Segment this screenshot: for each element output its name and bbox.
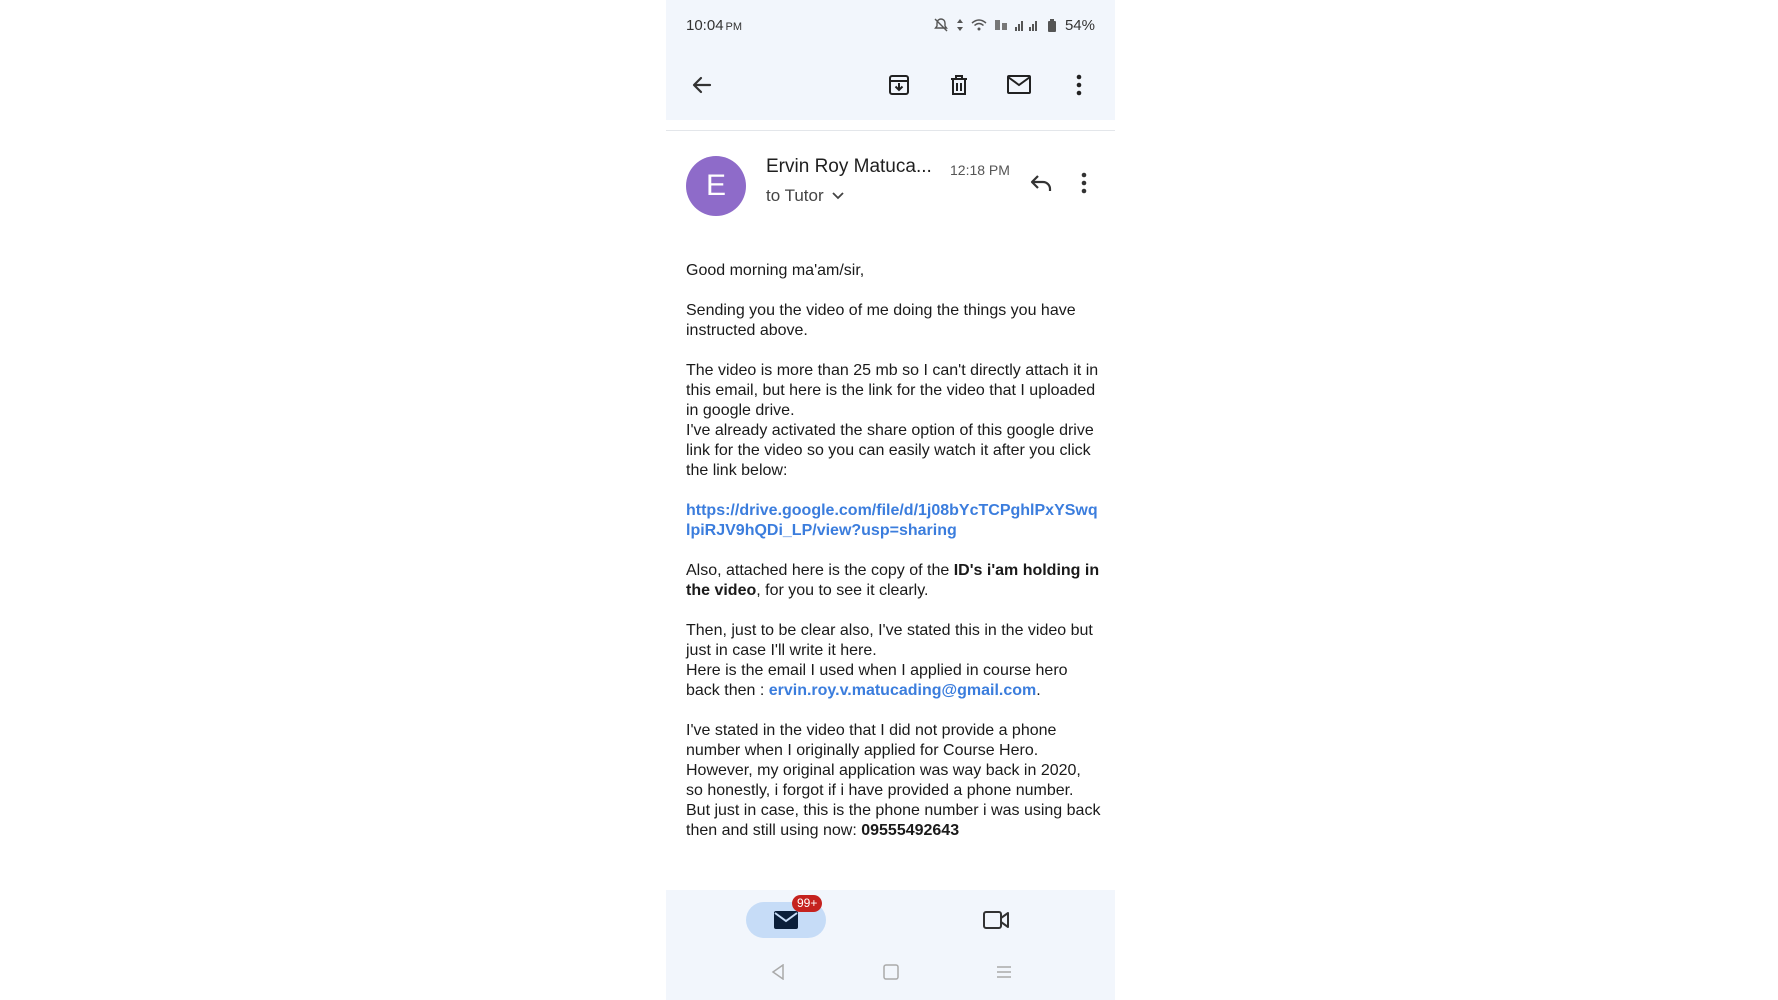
email-header [666, 150, 1115, 230]
nav-meet-tab[interactable] [976, 902, 1016, 938]
back-arrow-icon [690, 73, 714, 97]
link-paragraph [686, 501, 1101, 541]
toolbar-actions [879, 65, 1099, 105]
reply-button[interactable] [1024, 166, 1058, 200]
system-home-button[interactable] [877, 958, 905, 986]
mark-unread-button[interactable] [999, 65, 1039, 105]
clock-text: 10:04 [686, 16, 724, 34]
paragraph-text: I've stated in the video that I did not provide a phone number when I originally applied for Course Hero. However, my original application was way back in 2020, so honestly, i forgot if i have provided a phone number. [686, 722, 1081, 799]
email-toolbar [666, 50, 1115, 120]
mark-unread-icon [1006, 74, 1032, 96]
phone-number: 09555492643 [861, 822, 960, 839]
body-paragraph [686, 621, 1101, 701]
recents-icon [996, 965, 1012, 979]
paragraph-text: The video is more than 25 mb so I can't directly attach it in this email, but here is the link for the video that I uploaded in google drive. [686, 362, 1099, 419]
triangle-back-icon [771, 964, 785, 980]
status-time [686, 17, 742, 34]
body-paragraph: Sending you the video of me doing the things you have instructed above. [686, 302, 1076, 339]
archive-icon [887, 73, 911, 97]
greeting: Good morning ma'am/sir, [686, 262, 865, 279]
system-nav-bar [666, 952, 1115, 992]
delete-icon [947, 73, 971, 97]
email-time: 12:18 PM [950, 162, 1010, 178]
delete-button[interactable] [939, 65, 979, 105]
paragraph-text: , for you to see it clearly. [756, 582, 929, 599]
mute-icon [933, 17, 949, 33]
battery-icon [1048, 19, 1056, 32]
system-back-button[interactable] [764, 958, 792, 986]
email-link[interactable]: ervin.roy.v.matucading@gmail.com [768, 682, 1037, 699]
archive-button[interactable] [879, 65, 919, 105]
paragraph-text: But just in case, this is the phone number i was using back then and still using now: [686, 802, 1101, 839]
paragraph-text: Here is the email I used when I applied in course hero back then : [686, 662, 1068, 699]
reply-icon [1029, 173, 1053, 193]
recipient-toggle[interactable] [766, 186, 844, 206]
drive-link[interactable]: https://drive.google.com/file/d/1j08bYcTCPghlPxYSwqlpiRJV9hQDi_LP/view?usp=sharing [686, 502, 1098, 539]
status-icons [933, 17, 1095, 34]
mail-icon [773, 910, 799, 930]
bottom-nav [666, 890, 1115, 1000]
signal-icon [1015, 19, 1041, 31]
paragraph-text: I've already activated the share option of this google drive link for the video so you can easily watch it after you click the link below: [686, 422, 1094, 479]
more-vert-icon [1081, 172, 1087, 194]
unread-badge: 99+ [792, 895, 822, 912]
email-body [686, 261, 1101, 861]
video-camera-icon [982, 910, 1010, 930]
avatar-letter: E [705, 169, 726, 202]
data-arrows-icon [956, 18, 964, 32]
more-vert-icon [1076, 74, 1082, 96]
toolbar-divider [666, 130, 1115, 131]
recipient-label: to Tutor [766, 186, 824, 205]
sender-avatar[interactable] [686, 156, 746, 216]
body-paragraph [686, 561, 1101, 601]
status-bar [666, 0, 1115, 50]
volte-icon [994, 19, 1008, 31]
square-home-icon [883, 964, 899, 980]
clock-ampm: PM [725, 20, 743, 33]
phone-screen [666, 0, 1115, 1000]
body-paragraph [686, 721, 1101, 841]
paragraph-text: Also, attached here is the copy of the [686, 562, 954, 579]
system-recents-button[interactable] [990, 958, 1018, 986]
chevron-down-icon [832, 192, 844, 200]
more-options-button[interactable] [1059, 65, 1099, 105]
back-button[interactable] [682, 65, 722, 105]
wifi-icon [971, 19, 987, 31]
bold-text: ID's i'am holding in the video [686, 562, 1100, 599]
sender-name[interactable]: Ervin Roy Matuca... [766, 156, 932, 177]
paragraph-text: . [1036, 682, 1041, 699]
body-paragraph [686, 361, 1101, 481]
paragraph-text: Then, just to be clear also, I've stated this in the video but just in case I'll write it here. [686, 622, 1093, 659]
battery-percent: 54% [1064, 16, 1095, 34]
message-more-button[interactable] [1071, 166, 1097, 200]
